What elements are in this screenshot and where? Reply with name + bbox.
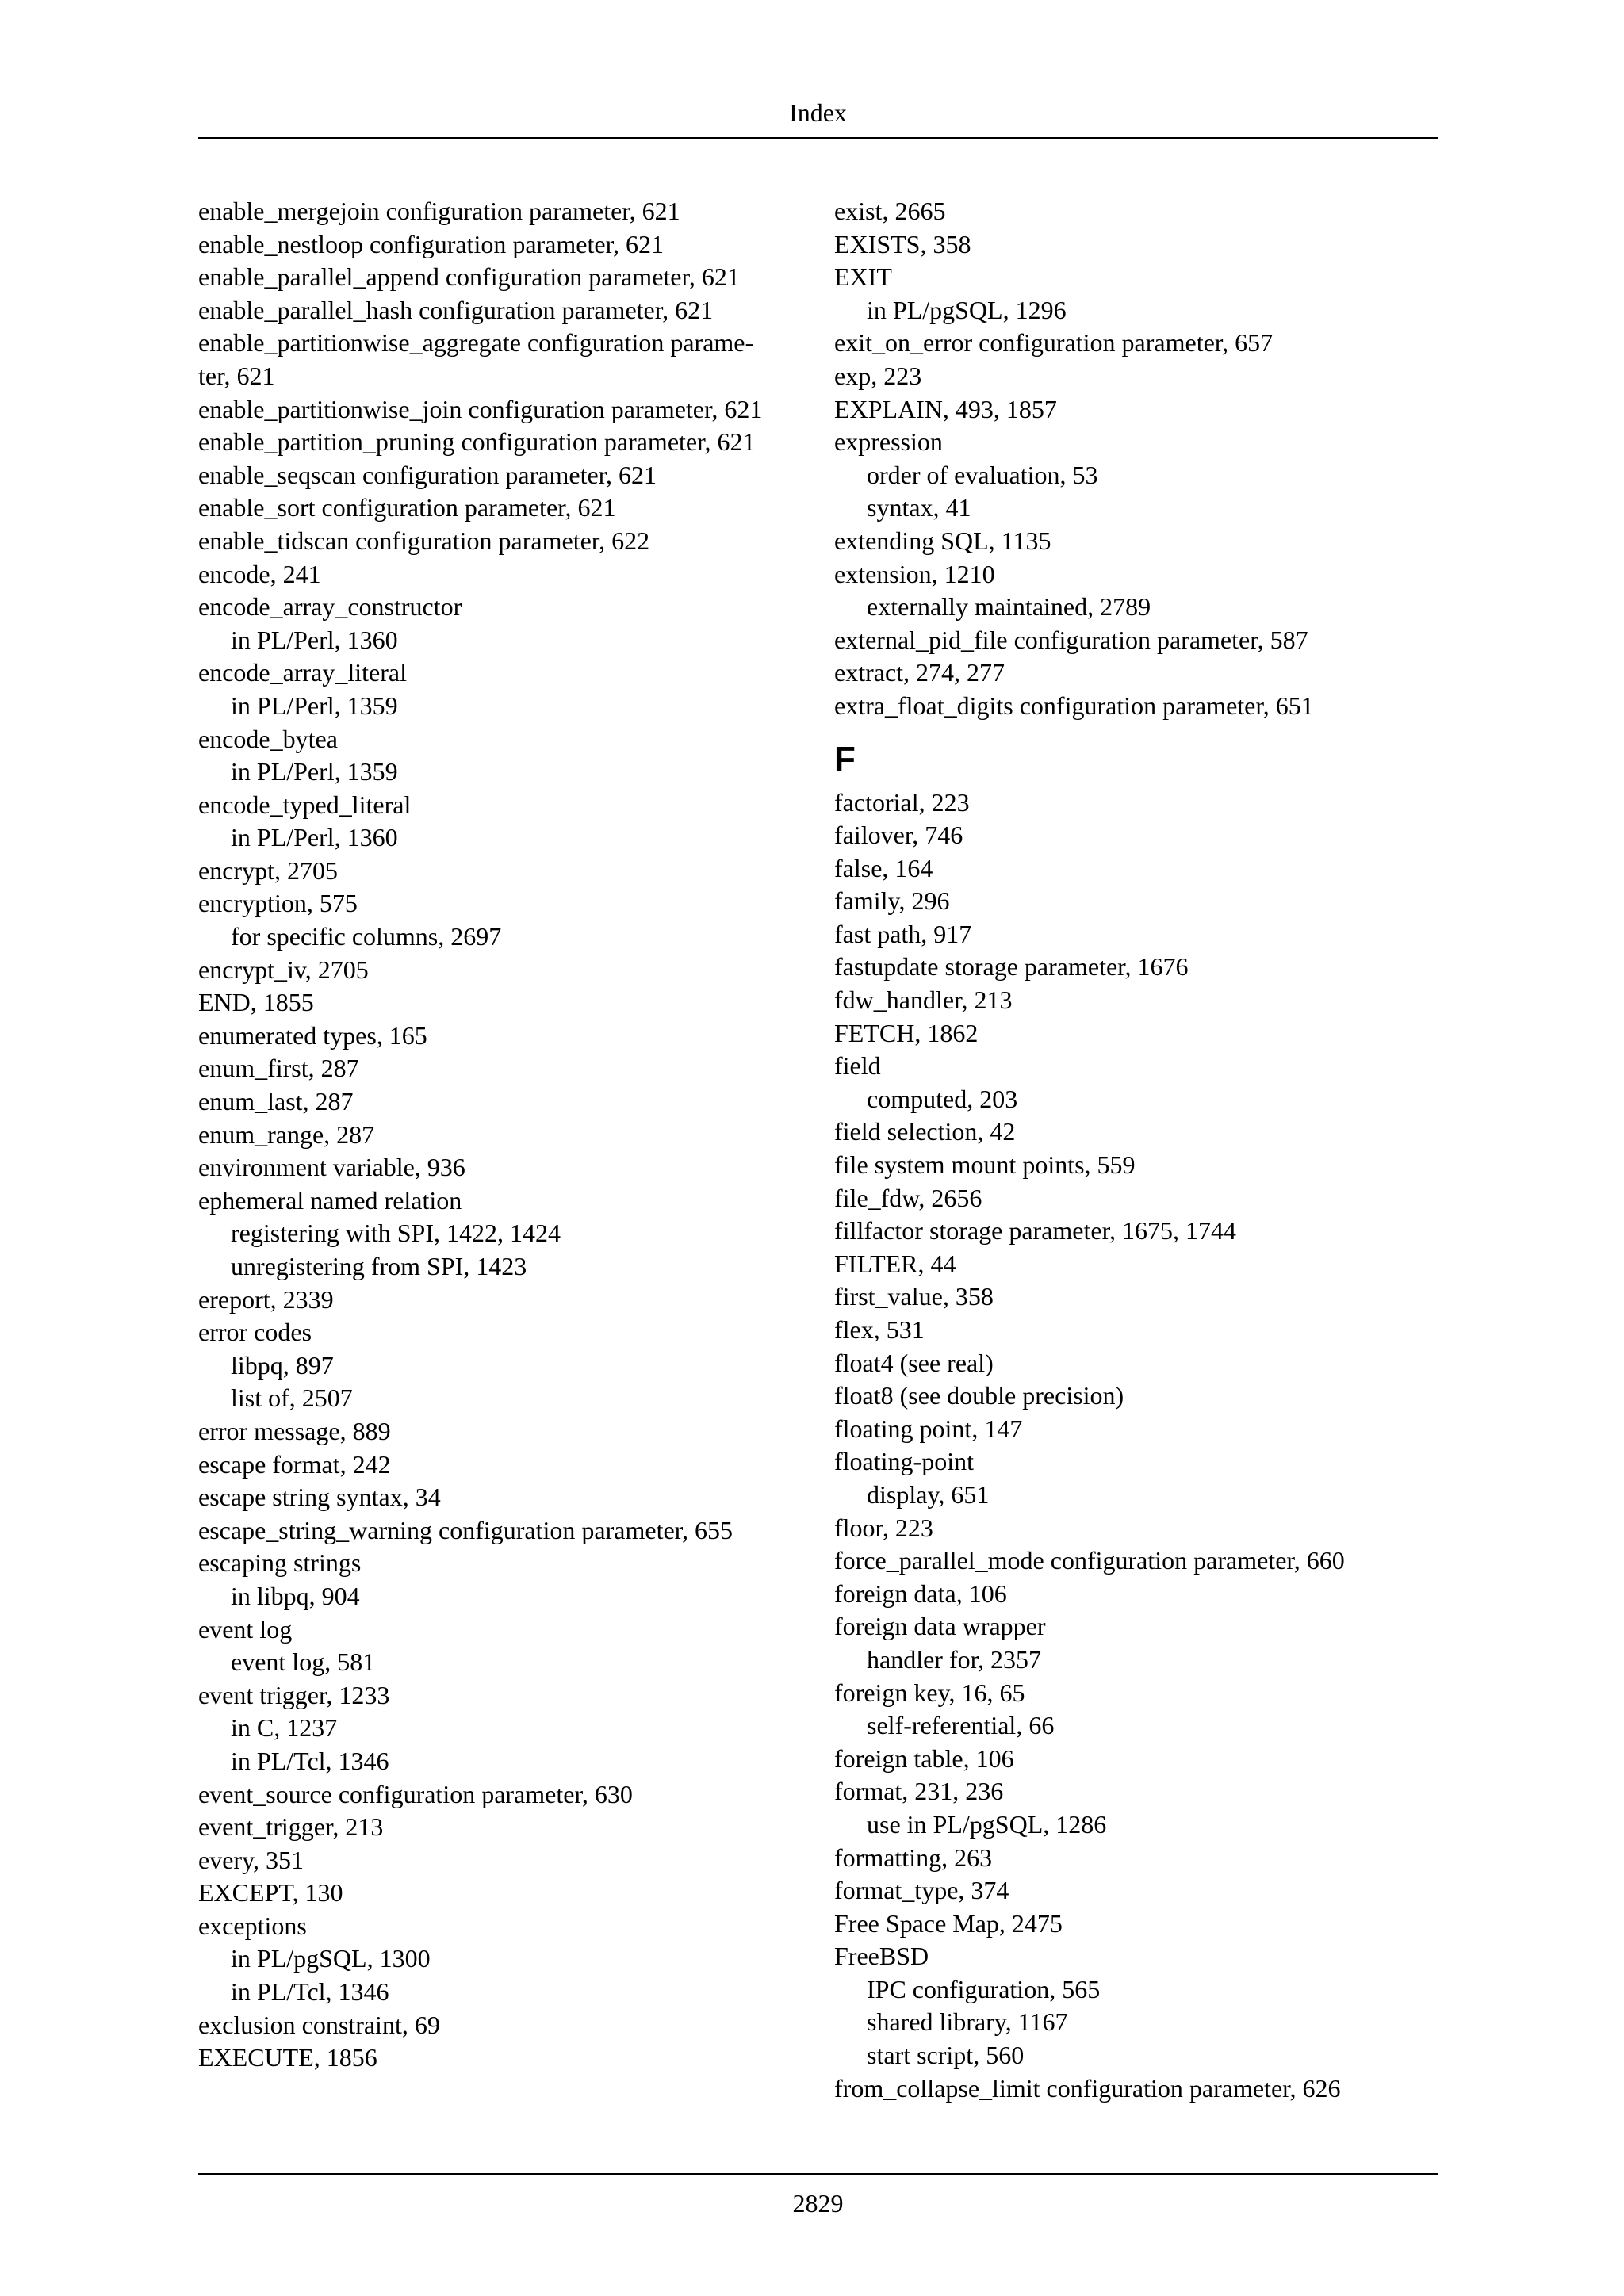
index-entry: enable_mergejoin configuration parameter, 621 (198, 197, 680, 225)
index-entry: encrypt_iv, 2705 (198, 955, 369, 984)
index-entry: error codes (198, 1318, 312, 1347)
index-entry: exit_on_error configuration parameter, 657 (834, 328, 1274, 358)
index-subentry: in PL/Tcl, 1346 (231, 1746, 389, 1775)
index-entry: formatting, 263 (834, 1843, 993, 1872)
index-subentry: computed, 203 (867, 1084, 1018, 1113)
running-title: Index (789, 98, 847, 127)
index-entry: event log (198, 1614, 293, 1644)
index-entry: enum_last, 287 (198, 1087, 354, 1116)
index-entry: field selection, 42 (834, 1117, 1016, 1146)
index-entry: enumerated types, 165 (198, 1020, 427, 1050)
index-entry: enable_partition_pruning configuration parameter, 621 (198, 427, 756, 457)
index-entry: escaping strings (198, 1548, 362, 1578)
index-subentry: in PL/Perl, 1360 (231, 625, 398, 654)
index-entry: first_value, 358 (834, 1282, 994, 1311)
index-entry: encrypt, 2705 (198, 855, 338, 885)
index-entry: ephemeral named relation (198, 1185, 462, 1215)
index-subentry: shared library, 1167 (867, 2007, 1068, 2037)
index-entry: factorial, 223 (834, 787, 970, 817)
index-entry: foreign key, 16, 65 (834, 1678, 1025, 1707)
index-entry: format_type, 374 (834, 1876, 1009, 1905)
index-entry: ereport, 2339 (198, 1284, 334, 1314)
index-entry: file system mount points, 559 (834, 1150, 1136, 1180)
footer-rule (198, 2173, 1438, 2175)
index-entry: escape format, 242 (198, 1449, 391, 1479)
index-entry: EXECUTE, 1856 (198, 2043, 377, 2072)
index-entry: environment variable, 936 (198, 1153, 465, 1182)
index-entry: FILTER, 44 (834, 1249, 956, 1278)
index-entry: FETCH, 1862 (834, 1018, 979, 1047)
index-entry: encode_bytea (198, 724, 338, 753)
index-entry: event_source configuration parameter, 630 (198, 1779, 633, 1808)
index-entry: enum_range, 287 (198, 1119, 375, 1149)
index-entry: force_parallel_mode configuration parameter, 660 (834, 1546, 1345, 1575)
index-entry: event trigger, 1233 (198, 1680, 390, 1709)
index-letter-heading: F (834, 739, 856, 779)
index-entry: Free Space Map, 2475 (834, 1908, 1063, 1938)
index-subentry: in PL/pgSQL, 1300 (231, 1944, 431, 1973)
index-entry: false, 164 (834, 853, 933, 882)
index-subentry: handler for, 2357 (867, 1644, 1041, 1674)
index-entry: expression (834, 427, 943, 457)
index-entry: EXCEPT, 130 (198, 1878, 343, 1908)
index-entry: EXPLAIN, 493, 1857 (834, 394, 1057, 423)
index-entry: file_fdw, 2656 (834, 1183, 982, 1212)
index-subentry: in PL/pgSQL, 1296 (867, 295, 1067, 324)
index-entry: field (834, 1051, 881, 1081)
index-entry: extension, 1210 (834, 559, 995, 588)
index-subentry: event log, 581 (231, 1647, 376, 1677)
index-subentry: in PL/Perl, 1359 (231, 757, 398, 786)
index-entry: failover, 746 (834, 821, 963, 850)
index-entry: exist, 2665 (834, 197, 946, 225)
index-entry: extract, 274, 277 (834, 658, 1005, 687)
index-subentry: use in PL/pgSQL, 1286 (867, 1809, 1107, 1839)
index-entry: every, 351 (198, 1845, 304, 1874)
index-entry: floating-point (834, 1447, 974, 1476)
index-entry: family, 296 (834, 886, 950, 916)
index-subentry: start script, 560 (867, 2041, 1025, 2070)
index-entry: enable_tidscan configuration parameter, 622 (198, 526, 650, 555)
index-entry: flex, 531 (834, 1315, 925, 1344)
index-entry: FreeBSD (834, 1942, 929, 1971)
index-subentry: unregistering from SPI, 1423 (231, 1252, 527, 1280)
index-subentry: list of, 2507 (231, 1383, 353, 1413)
index-subentry: in PL/Perl, 1360 (231, 823, 398, 852)
index-entry: encode_array_constructor (198, 592, 462, 622)
index-column-right (834, 195, 1438, 2105)
index-entry: float4 (see real) (834, 1348, 994, 1377)
index-entry: foreign data wrapper (834, 1612, 1046, 1641)
index-entry: float8 (see double precision) (834, 1381, 1124, 1410)
index-subentry: for specific columns, 2697 (231, 922, 502, 951)
index-entry: encode_array_literal (198, 658, 407, 687)
page-number: 2829 (792, 2189, 844, 2218)
index-entry: enable_parallel_hash configuration parameter, 621 (198, 295, 714, 324)
index-entry: enable_sort configuration parameter, 621 (198, 493, 616, 522)
index-entry: event_trigger, 213 (198, 1812, 384, 1842)
index-subentry: registering with SPI, 1422, 1424 (231, 1219, 561, 1248)
index-subentry: in libpq, 904 (231, 1581, 360, 1610)
index-entry: external_pid_file configuration parameter, 587 (834, 625, 1308, 654)
index-entry: exp, 223 (834, 361, 922, 390)
index-entry: encryption, 575 (198, 889, 358, 918)
index-subentry: order of evaluation, 53 (867, 460, 1098, 489)
header-rule (198, 137, 1438, 139)
index-entry: enable_partitionwise_aggregate configuration parame- ter, 621 (198, 328, 754, 390)
index-entry: format, 231, 236 (834, 1777, 1004, 1806)
index-entry: fastupdate storage parameter, 1676 (834, 952, 1189, 982)
index-entry: fdw_handler, 213 (834, 985, 1013, 1015)
index-entry: foreign table, 106 (834, 1743, 1014, 1773)
index-subentry: in PL/Perl, 1359 (231, 691, 398, 720)
index-entry: escape_string_warning configuration parameter, 655 (198, 1515, 733, 1544)
index-entry: escape string syntax, 34 (198, 1483, 441, 1512)
index-subentry: externally maintained, 2789 (867, 592, 1151, 622)
index-entry: floating point, 147 (834, 1414, 1023, 1443)
index-entry: encode, 241 (198, 559, 321, 588)
index-entry: foreign data, 106 (834, 1578, 1007, 1608)
index-subentry: display, 651 (867, 1479, 990, 1509)
index-entry: enum_first, 287 (198, 1054, 359, 1083)
index-entry: EXIT (834, 262, 892, 292)
index-entry: extra_float_digits configuration parameter, 651 (834, 691, 1314, 720)
index-entry: floor, 223 (834, 1513, 933, 1542)
index-entry: exceptions (198, 1911, 307, 1940)
index-entry: error message, 889 (198, 1416, 391, 1445)
index-entry: fast path, 917 (834, 919, 972, 948)
index-column-left (198, 195, 802, 2075)
index-entry: encode_typed_literal (198, 790, 412, 819)
index-subentry: self-referential, 66 (867, 1711, 1055, 1740)
index-entry: exclusion constraint, 69 (198, 2010, 440, 2039)
index-entry: fillfactor storage parameter, 1675, 1744 (834, 1216, 1236, 1246)
index-entry: END, 1855 (198, 988, 314, 1017)
index-entry: enable_nestloop configuration parameter, 621 (198, 229, 664, 258)
index-entry: from_collapse_limit configuration parameter, 626 (834, 2073, 1341, 2103)
index-subentry: syntax, 41 (867, 493, 971, 522)
index-subentry: IPC configuration, 565 (867, 1974, 1101, 2003)
index-entry: extending SQL, 1135 (834, 526, 1051, 555)
index-entry: enable_parallel_append configuration parameter, 621 (198, 262, 740, 292)
index-subentry: in C, 1237 (231, 1713, 338, 1743)
index-subentry: in PL/Tcl, 1346 (231, 1977, 389, 2007)
index-entry: enable_partitionwise_join configuration parameter, 621 (198, 394, 763, 423)
index-subentry: libpq, 897 (231, 1350, 334, 1380)
index-entry: EXISTS, 358 (834, 229, 971, 258)
index-entry: enable_seqscan configuration parameter, 621 (198, 460, 657, 489)
